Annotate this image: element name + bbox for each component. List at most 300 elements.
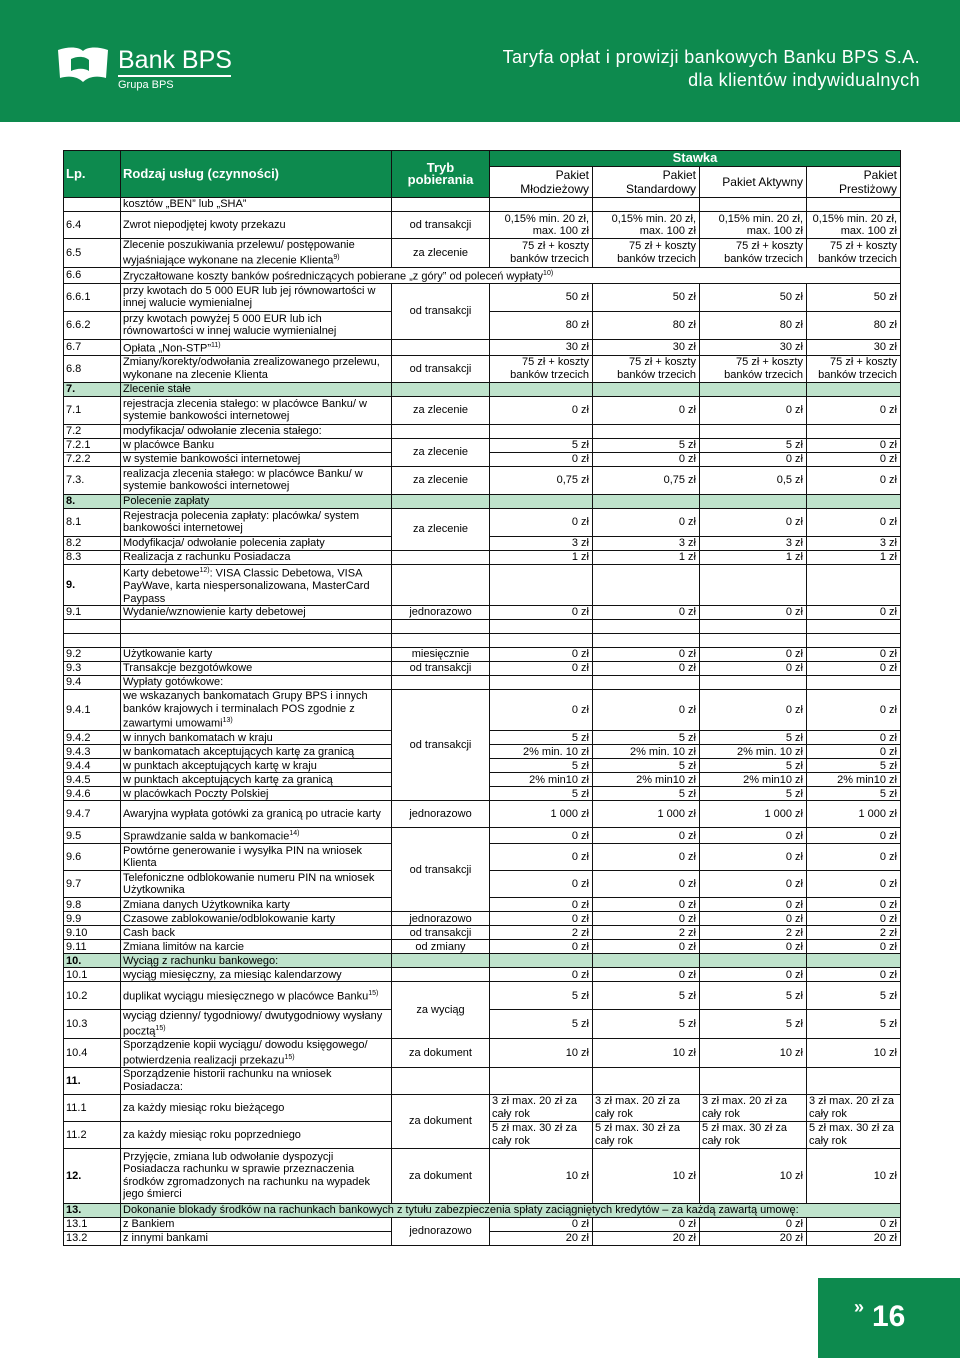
section-row [64,1067,901,1094]
rate-cell: 5 zł [700,1010,807,1039]
rate-cell: 1 000 zł [593,801,700,828]
rate-cell: 10 zł [700,1148,807,1203]
row-lp: 9.4.6 [64,787,121,801]
rate-cell: 5 zł [593,731,700,745]
row-name: Rejestracja polecenia zapłaty: placówka/ system bankowości internetowej [121,508,392,536]
rate-cell: 50 zł [807,283,901,311]
row-lp: 9.4 [64,676,121,690]
page-header [0,0,960,122]
row-name [121,339,392,355]
rate-cell: 0 zł [700,871,807,898]
section-row [64,494,901,508]
row-lp: 10.1 [64,968,121,982]
row-name [121,690,392,731]
row-name: Sporządzenie historii rachunku na wniosek Posiadacza: [121,1067,392,1094]
rate-cell: 0 zł [490,606,593,620]
rate-cell: 0 zł [807,1217,901,1231]
rate-cell: 0,5 zł [700,466,807,494]
rate-cell: 0 zł [490,940,593,954]
rate-cell: 80 zł [700,311,807,339]
brand-name: Bank BPS [118,46,232,74]
rate-cell: 0 zł [700,844,807,871]
row-lp: 8.3 [64,550,121,564]
rate-cell: 0 zł [807,940,901,954]
row-name: Wypłaty gotówkowe: [121,676,392,690]
rate-cell: 0 zł [593,606,700,620]
rate-cell: 3 zł [807,536,901,550]
row-name-text: wyciąg dzienny/ tygodniowy/ dwutygodniowy wysłany pocztą [123,1010,383,1038]
row-lp: 9.4.7 [64,801,121,828]
rate-cell: 0,75 zł [593,466,700,494]
row-mode: za dokument [392,1094,490,1148]
rate-cell: 5 zł [700,759,807,773]
table-row [64,940,901,954]
section-row [64,382,901,396]
rate-cell: 0 zł [490,898,593,912]
row-mode: za zlecenie [392,239,490,268]
table-row [64,212,901,239]
row-name: Polecenie zapłaty [121,494,392,508]
section-row [64,564,901,605]
row-name: Zmiany/korekty/odwołania zrealizowanego przelewu, wykonane na zlecenie Klienta [121,355,392,382]
row-lp: 7.2.1 [64,438,121,452]
row-lp: 9.11 [64,940,121,954]
rate-cell: 2 zł [700,926,807,940]
row-lp: 9.6 [64,844,121,871]
row-lp: 12. [64,1148,121,1203]
rate-cell: 0 zł [593,452,700,466]
row-mode: za zlecenie [392,396,490,424]
row-name [121,239,392,268]
row-name: za każdy miesiąc roku poprzedniego [121,1121,392,1148]
rate-cell: 0 zł [593,871,700,898]
row-mode: za zlecenie [392,508,490,550]
table-row [64,801,901,828]
col-service: Rodzaj usług (czynności) [121,151,392,198]
table-row [64,1039,901,1068]
rate-cell: 0 zł [490,690,593,731]
row-name-text: Sprawdzanie salda w bankomacie [123,830,290,843]
rate-cell: 10 zł [593,1039,700,1068]
row-lp: 13. [64,1203,121,1217]
rate-cell: 0 zł [807,968,901,982]
row-lp: 8. [64,494,121,508]
brand-subtitle: Grupa BPS [118,79,174,91]
bank-logo [55,44,235,94]
section-row [64,954,901,968]
row-name: w placówce Banku [121,438,392,452]
rate-cell: 3 zł max. 20 zł za cały rok [807,1094,901,1121]
row-name: z Bankiem [121,1217,392,1231]
footnote-ref: 9) [333,253,340,261]
rate-cell: 0 zł [807,871,901,898]
rate-cell: 20 zł [807,1231,901,1245]
rate-cell: 0 zł [593,1217,700,1231]
col-pkg-mlodziezowy: Pakiet Młodzieżowy [490,167,593,198]
rate-cell: 0 zł [593,968,700,982]
rate-cell: 0 zł [593,844,700,871]
table-row [64,239,901,268]
row-name-text: Karty debetowe [123,567,200,580]
row-name: wyciąg miesięczny, za miesiąc kalendarzowy [121,968,392,982]
rate-cell: 0 zł [807,508,901,536]
footnote-ref: 15) [155,1024,166,1032]
rate-cell: 0 zł [807,828,901,844]
rate-cell: 2% min. 10 zł [490,745,593,759]
row-name: Dokonanie blokady środków na rachunkach bankowych z tytułu zabezpieczenia spłaty zaciągniętych kredytów – za każdą zawartą umowę: [121,1203,901,1217]
footnote-ref: 14) [289,830,300,838]
rate-cell: 50 zł [700,283,807,311]
row-lp: 7.1 [64,396,121,424]
row-lp: 9.4.5 [64,773,121,787]
rate-cell: 0 zł [593,828,700,844]
row-name: Zlecenie stałe [121,382,392,396]
row-lp: 13.1 [64,1217,121,1231]
rate-cell: 0 zł [593,396,700,424]
rate-cell: 0 zł [593,690,700,731]
row-name-text-cont: : VISA Classic Debetowa, VISA PayWave, karta niespersonalizowana, MasterCard Paypass [123,567,370,605]
row-lp: 6.5 [64,239,121,268]
title-line-2: dla klientów indywidualnych [688,70,920,90]
rate-cell: 0 zł [807,648,901,662]
brand-divider [118,75,231,77]
row-mode: od transakcji [392,212,490,239]
rate-cell: 0 zł [593,898,700,912]
page-number: 16 [872,1300,906,1333]
footnote-ref: 10) [543,269,554,277]
table-row [64,198,901,212]
rate-cell: 5 zł [490,787,593,801]
rate-cell: 2% min10 zł [593,773,700,787]
row-lp: 8.1 [64,508,121,536]
rate-cell: 30 zł [490,339,593,355]
rate-cell: 0 zł [700,940,807,954]
row-mode: od transakcji [392,828,490,912]
table-row [64,466,901,494]
row-mode: jednorazowo [392,606,490,620]
row-lp: 11.2 [64,1121,121,1148]
row-text: kosztów „BEN” lub „SHA” [121,198,392,212]
row-name: Wydanie/wznowienie karty debetowej [121,606,392,620]
table-row [64,648,901,662]
rate-cell: 0,15% min. 20 zł, max. 100 zł [490,212,593,239]
footnote-ref: 15) [368,990,379,998]
row-mode: jednorazowo [392,912,490,926]
row-lp: 6.7 [64,339,121,355]
rate-cell: 10 zł [807,1039,901,1068]
rate-cell: 10 zł [490,1148,593,1203]
rate-cell: 0 zł [807,731,901,745]
row-name [121,828,392,844]
page-marker-icon: » [854,1297,865,1317]
rate-cell: 75 zł + koszty banków trzecich [490,355,593,382]
table-row [64,676,901,690]
rate-cell: 0 zł [490,912,593,926]
rate-cell: 5 zł [807,759,901,773]
rate-cell: 0 zł [807,898,901,912]
row-name-text: we wskazanych bankomatach Grupy BPS i innych banków krajowych i terminalach POS zgodnie z zawartymi umowami [123,690,368,730]
rate-cell: 0 zł [807,466,901,494]
rate-cell: 0 zł [593,508,700,536]
rate-cell: 0 zł [700,1217,807,1231]
rate-cell: 2 zł [593,926,700,940]
row-name: w innych bankomatach w kraju [121,731,392,745]
row-mode: od transakcji [392,926,490,940]
rate-cell: 5 zł [700,731,807,745]
rate-cell: 5 zł max. 30 zł za cały rok [490,1121,593,1148]
row-name: Powtórne generowanie i wysyłka PIN na wniosek Klienta [121,844,392,871]
row-lp: 10.3 [64,1010,121,1039]
rate-cell: 80 zł [593,311,700,339]
bps-logo-icon [55,44,111,86]
rate-cell: 50 zł [490,283,593,311]
rate-cell: 0 zł [700,606,807,620]
row-lp: 9.4.2 [64,731,121,745]
rate-cell: 0,15% min. 20 zł, max. 100 zł [593,212,700,239]
table-row [64,912,901,926]
row-name: Zwrot niepodjętej kwoty przekazu [121,212,392,239]
row-name [121,1010,392,1039]
row-name [121,982,392,1010]
table-row [64,355,901,382]
row-name: w placówkach Poczty Polskiej [121,787,392,801]
row-mode: od transakcji [392,283,490,339]
rate-cell: 2% min10 zł [700,773,807,787]
rate-cell: 0 zł [700,898,807,912]
table-row [64,339,901,355]
table-row [64,438,901,452]
row-lp: 6.8 [64,355,121,382]
footnote-ref: 13) [222,717,233,725]
row-lp: 7.2.2 [64,452,121,466]
table-row [64,283,901,311]
row-lp: 9.5 [64,828,121,844]
rate-cell: 0 zł [593,912,700,926]
footnote-ref: 11) [211,341,221,349]
row-mode: miesięcznie [392,648,490,662]
row-lp: 9.4.4 [64,759,121,773]
col-pkg-aktywny: Pakiet Aktywny [700,167,807,198]
table-row [64,424,901,438]
table-row [64,606,901,620]
table-row [64,926,901,940]
row-name: Modyfikacja/ odwołanie polecenia zapłaty [121,536,392,550]
row-mode: jednorazowo [392,801,490,828]
rate-cell: 1 000 zł [490,801,593,828]
col-pkg-prestizowy: Pakiet Prestiżowy [807,167,901,198]
row-lp: 7. [64,382,121,396]
row-lp: 7.2 [64,424,121,438]
title-line-1: Taryfa opłat i prowizji bankowych Banku BPS S.A. [502,47,920,67]
rate-cell: 1 000 zł [700,801,807,828]
rate-cell: 2% min10 zł [490,773,593,787]
row-lp: 9.10 [64,926,121,940]
rate-cell: 5 zł [490,759,593,773]
footnote-ref: 15) [284,1053,295,1061]
rate-cell: 0 zł [700,396,807,424]
rate-cell: 5 zł [490,1010,593,1039]
row-name: w punktach akceptujących kartę w kraju [121,759,392,773]
rate-cell: 0 zł [700,912,807,926]
rate-cell: 0 zł [593,648,700,662]
rate-cell: 1 zł [700,550,807,564]
rate-cell: 0 zł [807,745,901,759]
row-name: modyfikacja/ odwołanie zlecenia stałego: [121,424,392,438]
row-lp: 9.9 [64,912,121,926]
row-mode: za dokument [392,1039,490,1068]
rate-cell: 0 zł [807,662,901,676]
rate-cell: 3 zł max. 20 zł za cały rok [593,1094,700,1121]
row-name: Zmiana danych Użytkownika karty [121,898,392,912]
rate-cell: 75 zł + koszty banków trzecich [490,239,593,268]
rate-cell: 5 zł [593,438,700,452]
rate-cell: 0 zł [700,968,807,982]
row-name: za każdy miesiąc roku bieżącego [121,1094,392,1121]
row-name: w bankomatach akceptujących kartę za granicą [121,745,392,759]
row-mode: za wyciąg [392,982,490,1039]
row-name-text: duplikat wyciągu miesięcznego w placówce Banku [123,991,369,1004]
empty-row [64,634,901,648]
rate-cell: 5 zł [490,982,593,1010]
rate-cell: 0 zł [807,396,901,424]
row-name-text: Sporządzenie kopii wyciągu/ dowodu księgowego/ potwierdzenia realizacji przekazu [123,1039,368,1067]
rate-cell: 2 zł [807,926,901,940]
rate-cell: 0 zł [593,662,700,676]
row-name: w systemie bankowości internetowej [121,452,392,466]
row-lp: 10. [64,954,121,968]
table-row [64,828,901,844]
table-row [64,267,901,283]
row-name: w punktach akceptujących kartę za granicą [121,773,392,787]
row-name: Użytkowanie karty [121,648,392,662]
rate-cell: 30 zł [700,339,807,355]
row-lp: 7.3. [64,466,121,494]
rate-cell: 10 zł [490,1039,593,1068]
rate-cell: 5 zł [490,731,593,745]
rate-cell: 5 zł [700,438,807,452]
row-lp: 9.4.1 [64,690,121,731]
rate-cell: 0 zł [490,452,593,466]
rate-cell: 5 zł [807,787,901,801]
rate-cell: 75 zł + koszty banków trzecich [700,239,807,268]
rate-cell: 5 zł [490,438,593,452]
rate-cell: 20 zł [700,1231,807,1245]
row-name-text: Zlecenie poszukiwania przelewu/ postępowanie wyjaśniające wykonane na zlecenie Klienta [123,239,355,267]
row-lp: 9. [64,564,121,605]
rate-cell: 0 zł [807,844,901,871]
row-name: Wyciąg z rachunku bankowego: [121,954,392,968]
row-name: Cash back [121,926,392,940]
rate-cell: 3 zł [593,536,700,550]
rate-cell: 0 zł [807,912,901,926]
rate-cell: 5 zł [700,982,807,1010]
row-mode: za zlecenie [392,438,490,466]
rate-cell: 30 zł [807,339,901,355]
row-name: Realizacja z rachunku Posiadacza [121,550,392,564]
row-name-text: Zryczałtowane koszty banków pośredniczących pobierane „z góry” od poleceń wypłaty [123,270,544,283]
rate-cell: 20 zł [490,1231,593,1245]
rate-cell: 0 zł [490,871,593,898]
row-name: Awaryjna wypłata gotówki za granicą po utracie karty [121,801,392,828]
rate-cell: 3 zł max. 20 zł za cały rok [490,1094,593,1121]
rate-cell: 5 zł [593,787,700,801]
row-lp: 11.1 [64,1094,121,1121]
rate-cell: 1 zł [593,550,700,564]
row-lp: 8.2 [64,536,121,550]
rate-cell: 0 zł [700,690,807,731]
table-row [64,662,901,676]
row-lp: 9.1 [64,606,121,620]
rate-cell: 20 zł [593,1231,700,1245]
row-mode: jednorazowo [392,1217,490,1245]
row-lp: 6.6.2 [64,311,121,339]
rate-cell: 0,75 zł [490,466,593,494]
rate-cell: 75 zł + koszty banków trzecich [807,355,901,382]
col-lp: Lp. [64,151,121,198]
rate-cell: 0 zł [490,828,593,844]
rate-cell: 75 zł + koszty banków trzecich [807,239,901,268]
rate-cell: 10 zł [807,1148,901,1203]
rate-cell: 0 zł [700,828,807,844]
rate-cell: 3 zł max. 20 zł za cały rok [700,1094,807,1121]
empty-row [64,620,901,634]
rate-cell: 2% min10 zł [807,773,901,787]
row-name: realizacja zlecenia stałego: w placówce Banku/ w systemie bankowości internetowej [121,466,392,494]
table-row [64,1094,901,1121]
rate-cell: 0 zł [490,844,593,871]
rate-cell: 2% min. 10 zł [593,745,700,759]
table-row [64,982,901,1010]
row-mode: od transakcji [392,690,490,801]
rate-cell: 75 zł + koszty banków trzecich [700,355,807,382]
document-title [503,46,920,92]
col-rate: Stawka [490,151,901,167]
row-name: przy kwotach do 5 000 EUR lub jej równowartości w innej walucie wymienialnej [121,283,392,311]
rate-cell: 0 zł [700,648,807,662]
row-name: rejestracja zlecenia stałego: w placówce Banku/ w systemie bankowości internetowej [121,396,392,424]
rate-cell: 5 zł max. 30 zł za cały rok [700,1121,807,1148]
rate-cell: 80 zł [807,311,901,339]
rate-cell: 5 zł [807,1010,901,1039]
rate-cell: 0 zł [490,396,593,424]
table-row [64,690,901,731]
rate-cell: 0 zł [700,662,807,676]
row-lp: 9.7 [64,871,121,898]
fee-table [63,150,900,1246]
table-row [64,1148,901,1203]
rate-cell: 1 zł [490,550,593,564]
page-number-box [818,1278,960,1358]
rate-cell: 0 zł [807,690,901,731]
row-mode: za zlecenie [392,466,490,494]
rate-cell: 5 zł [700,787,807,801]
row-mode: od transakcji [392,662,490,676]
row-mode: za dokument [392,1148,490,1203]
rate-cell: 10 zł [700,1039,807,1068]
table-row [64,968,901,982]
row-mode: od zmiany [392,940,490,954]
row-mode: od transakcji [392,355,490,382]
row-lp: 9.8 [64,898,121,912]
table-row [64,508,901,536]
row-lp: 10.2 [64,982,121,1010]
rate-cell: 5 zł [593,1010,700,1039]
rate-cell: 0 zł [490,662,593,676]
rate-cell: 0 zł [490,648,593,662]
row-lp: 9.4.3 [64,745,121,759]
row-lp: 9.2 [64,648,121,662]
rate-cell: 5 zł [593,759,700,773]
